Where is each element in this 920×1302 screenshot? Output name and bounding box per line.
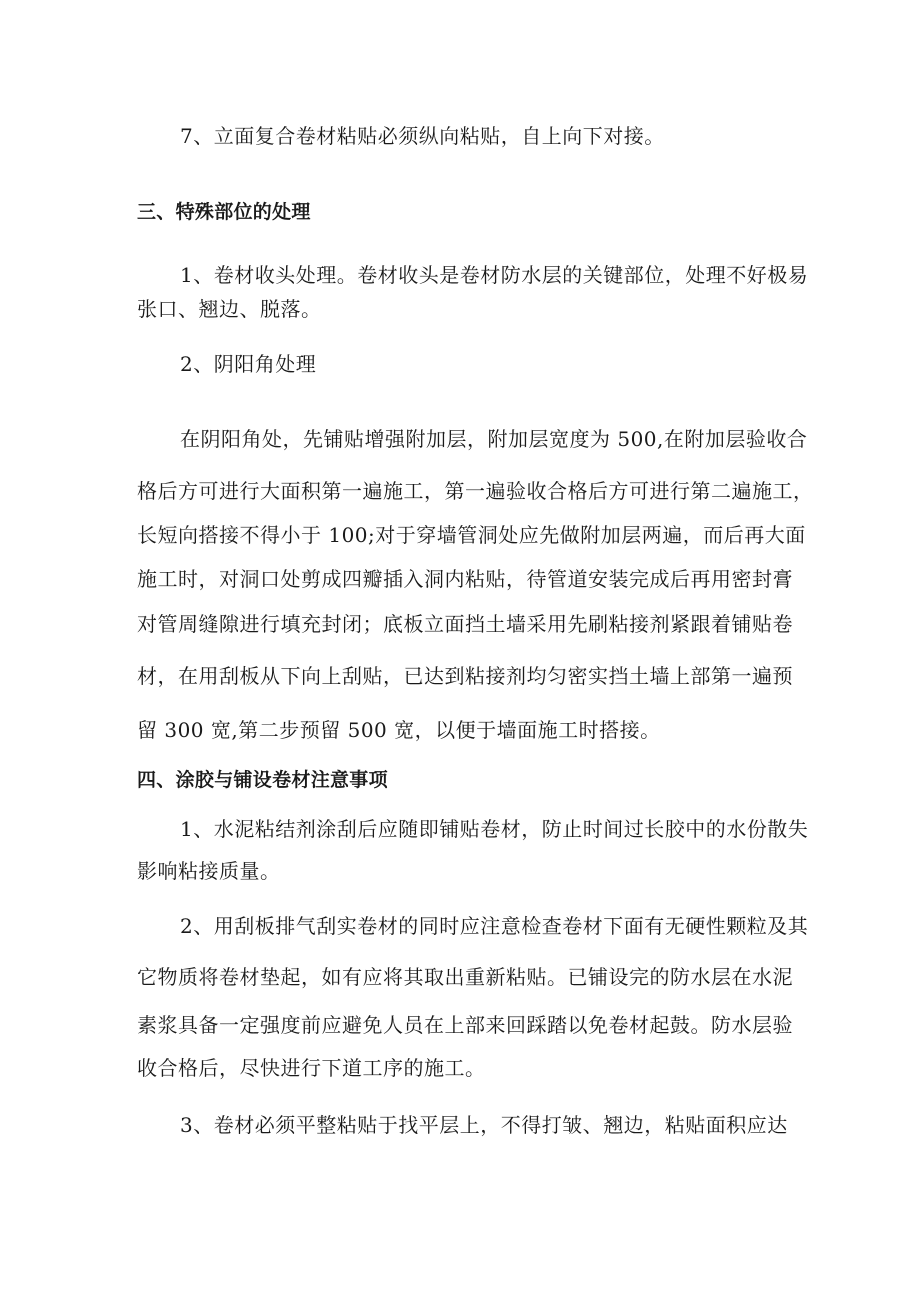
paragraph-3-2: 2、阴阳角处理 bbox=[180, 352, 317, 376]
section-heading-4: 四、涂胶与铺设卷材注意事项 bbox=[137, 769, 388, 791]
paragraph-4-3: 3、卷材必须平整粘贴于找平层上，不得打皱、翘边，粘贴面积应达 bbox=[180, 1113, 788, 1137]
paragraph-3-3-line-5: 对管周缝隙进行填充封闭；底板立面挡土墙采用先刷粘接剂紧跟着铺贴卷 bbox=[137, 612, 793, 636]
paragraph-item-7: 7、立面复合卷材粘贴必须纵向粘贴，自上向下对接。 bbox=[180, 124, 665, 148]
section-heading-3: 三、特殊部位的处理 bbox=[137, 201, 311, 223]
paragraph-4-1-line-1: 1、水泥粘结剂涂刮后应随即铺贴卷材，防止时间过长胶中的水份散失 bbox=[180, 817, 809, 841]
paragraph-3-1-line-1: 1、卷材收头处理。卷材收头是卷材防水层的关键部位，处理不好极易 bbox=[180, 263, 809, 287]
paragraph-3-3-line-1: 在阴阳角处，先铺贴增强附加层，附加层宽度为 500,在附加层验收合 bbox=[180, 427, 808, 451]
paragraph-3-3-line-2: 格后方可进行大面积第一遍施工，第一遍验收合格后方可进行第二遍施工， bbox=[137, 479, 814, 503]
paragraph-3-3-line-4: 施工时，对洞口处剪成四瓣插入洞内粘贴，待管道安装完成后再用密封膏 bbox=[137, 567, 793, 591]
paragraph-3-3-line-3: 长短向搭接不得小于 100;对于穿墙管洞处应先做附加层两遍，而后再大面 bbox=[137, 523, 806, 547]
paragraph-4-2-line-1: 2、用刮板排气刮实卷材的同时应注意检查卷材下面有无硬性颗粒及其 bbox=[180, 914, 809, 938]
paragraph-4-1-line-2: 影响粘接质量。 bbox=[137, 859, 281, 883]
paragraph-4-2-line-4: 收合格后，尽快进行下道工序的施工。 bbox=[137, 1056, 486, 1080]
paragraph-4-2-line-2: 它物质将卷材垫起，如有应将其取出重新粘贴。已铺设完的防水层在水泥 bbox=[137, 965, 793, 989]
paragraph-3-3-line-6: 材，在用刮板从下向上刮贴，已达到粘接剂均匀密实挡土墙上部第一遍预 bbox=[137, 664, 793, 688]
paragraph-3-3-line-7: 留 300 宽,第二步预留 500 宽，以便于墙面施工时搭接。 bbox=[137, 718, 661, 742]
paragraph-4-2-line-3: 素浆具备一定强度前应避免人员在上部来回踩踏以免卷材起鼓。防水层验 bbox=[137, 1013, 793, 1037]
paragraph-3-1-line-2: 张口、翘边、脱落。 bbox=[137, 297, 322, 321]
